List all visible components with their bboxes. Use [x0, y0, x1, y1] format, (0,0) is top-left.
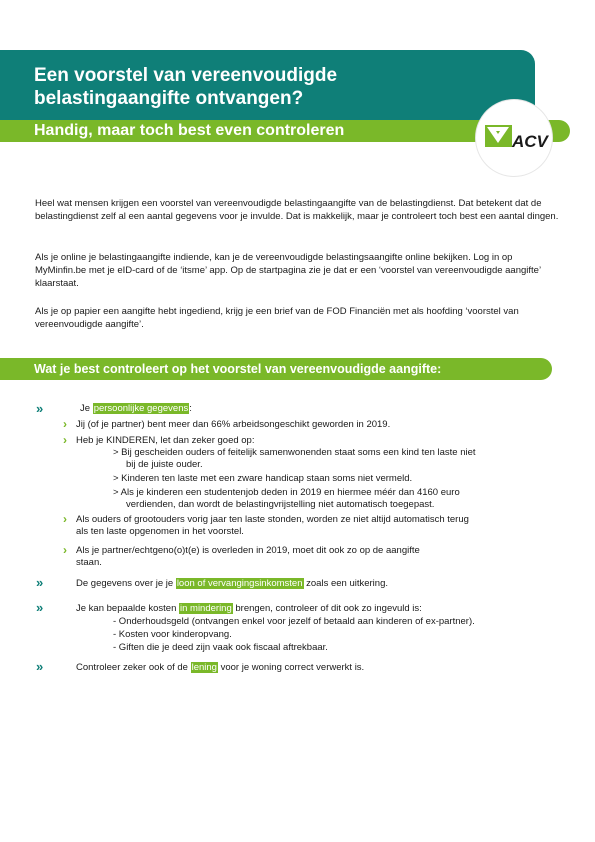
children-note-1: > Bij gescheiden ouders of feitelijk samenwonenden staat soms een kind ten laste niet [113, 447, 476, 458]
page-title [34, 64, 514, 110]
highlight-loan: lening [191, 662, 217, 673]
item-text: voor je woning correct verwerkt is. [217, 662, 365, 673]
chevron-right-icon: › [63, 417, 67, 431]
deduction-gifts: - Giften die je deed zijn vaak ook fiscaal aftrekbaar. [113, 642, 328, 653]
checklist-item-deductions [76, 603, 422, 615]
checklist-item-personal [80, 403, 192, 415]
sub-item-parents-cont: als ten laste opgenomen in het voorstel. [76, 526, 244, 537]
intro-paragraph-3: Als je op papier een aangifte hebt ingediend, krijg je een brief van de FOD Financiën met als hoofding ‘voorstel van vereenvoudigde aangifte’. [35, 306, 519, 330]
page-subtitle: Handig, maar toch best even controleren [34, 122, 345, 139]
acv-logo-icon [476, 100, 552, 176]
deduction-alimony: - Onderhoudsgeld (ontvangen enkel voor jezelf of betaald aan kinderen of ex-partner). [113, 616, 475, 627]
chevron-right-icon: » [36, 600, 44, 615]
highlight-income: loon of vervangingsinkomsten [176, 578, 303, 589]
item-text: brengen, controleer of dit ook zo ingevuld is: [232, 603, 422, 614]
children-note-3: > Als je kinderen een studentenjob deden in 2019 en hiermee méér dan 4160 euro [113, 487, 460, 498]
children-note-3-cont: verdienden, dan wordt de belastingvrijstelling niet automatisch toegepast. [126, 499, 435, 510]
page-title-line-1: Een voorstel van vereenvoudigde [34, 65, 338, 86]
logo-text: ACV [512, 132, 548, 151]
sub-item-parents: Als ouders of grootouders vorig jaar ten laste stonden, worden ze niet altijd automatisch terug [76, 514, 469, 525]
checklist-item-income [76, 578, 388, 590]
chevron-right-icon: » [36, 401, 44, 416]
highlight-personal-data: persoonlijke gegevens [93, 403, 189, 414]
chevron-right-icon: › [63, 512, 67, 526]
sub-item-partner: Als je partner/echtgeno(o)t(e) is overleden in 2019, moet dit ook zo op de aangifte [76, 545, 420, 556]
item-text: De gegevens over je je [76, 578, 176, 589]
checklist-item-loan [76, 662, 364, 674]
item-text: Je kan bepaalde kosten [76, 603, 179, 614]
section-title: Wat je best controleert op het voorstel van vereenvoudigde aangifte: [34, 362, 442, 376]
sub-item-disability: Jij (of je partner) bent meer dan 66% arbeidsongeschikt geworden in 2019. [76, 419, 391, 430]
item-text: zoals een uitkering. [303, 578, 388, 589]
sub-item-children: Heb je KINDEREN, let dan zeker goed op: [76, 435, 255, 446]
item-text: Controleer zeker ook of de [76, 662, 191, 673]
intro-paragraph-1: Heel wat mensen krijgen een voorstel van vereenvoudigde belastingaangifte van de belastingdienst. Dat betekent dat de belastingdienst zelf al een aantal gegevens voor je invulde. Dat is makkelijk, maar je controleert toch best een aantal dingen. [35, 198, 559, 222]
chevron-right-icon: » [36, 659, 44, 674]
deduction-childcare: - Kosten voor kinderopvang. [113, 629, 232, 640]
page-title-line-2: belastingaangifte ontvangen? [34, 88, 304, 109]
chevron-right-icon: › [63, 543, 67, 557]
item-text: : [189, 403, 192, 414]
children-note-1-cont: bij de juiste ouder. [126, 459, 203, 470]
highlight-deductions: in mindering [180, 603, 232, 614]
chevron-right-icon: » [36, 575, 44, 590]
chevron-right-icon: › [63, 433, 67, 447]
item-text: Je [80, 403, 93, 414]
intro-paragraph-2: Als je online je belastingaangifte indiende, kan je de vereenvoudigde belastingsaangifte online bekijken. Log in op MyMinfin.be met je eID-card of de ‘itsme’ app. Op de startpagina zie je dat er een ‘voorstel van vereenvoudigde aangifte’ klaarstaat. [35, 252, 541, 289]
sub-item-partner-cont: staan. [76, 557, 102, 568]
children-note-2: > Kinderen ten laste met een zware handicap staan soms niet vermeld. [113, 473, 413, 484]
